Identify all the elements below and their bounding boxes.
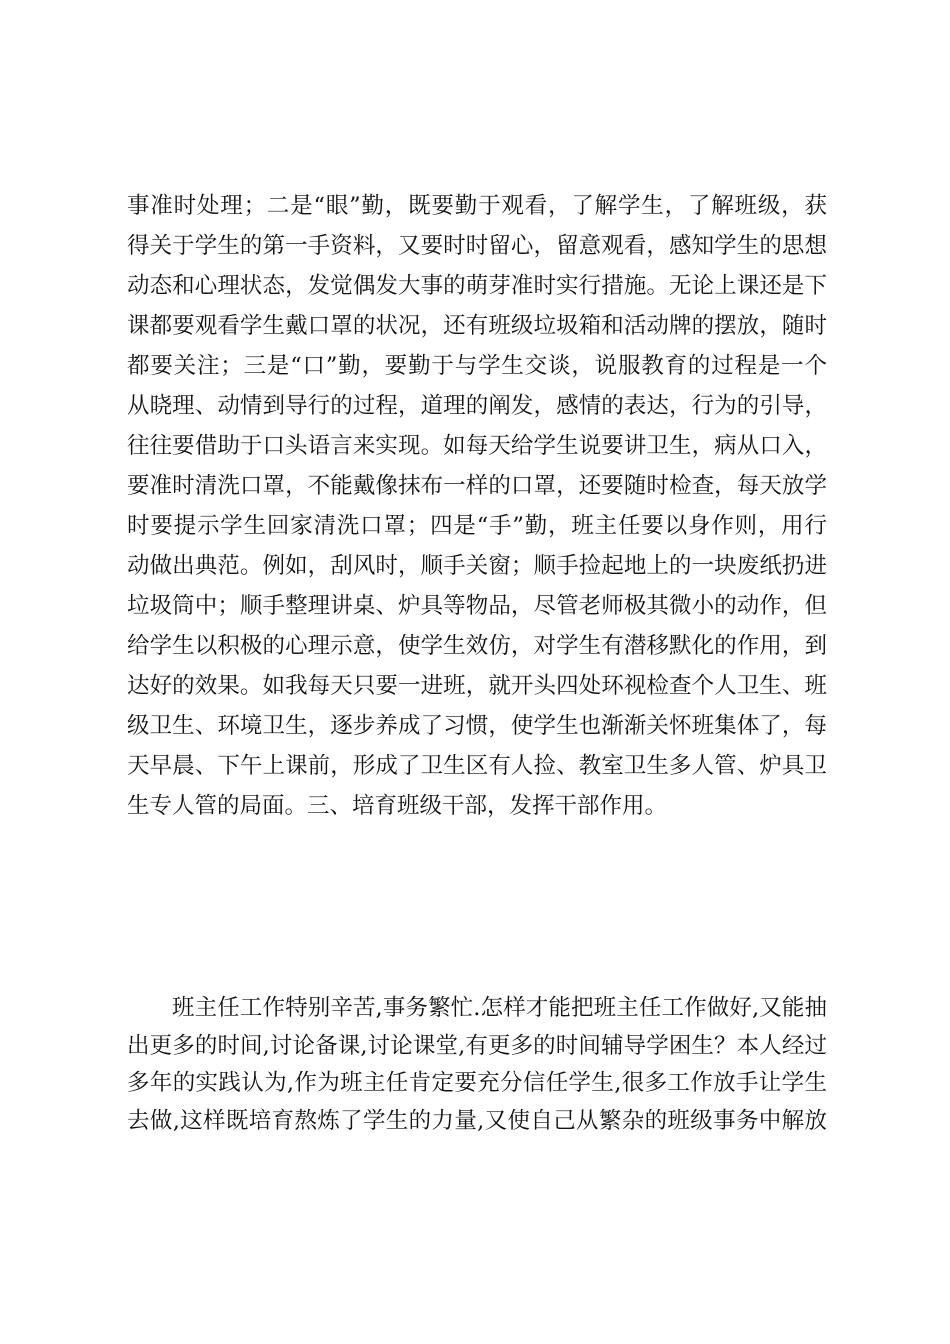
- text-line: 级卫生、环境卫生，逐步养成了习惯，使学生也渐渐关怀班集体了，每: [127, 713, 827, 739]
- text-line: 垃圾筒中；顺手整理讲桌、炉具等物品，尽管老师极其微小的动作，但: [127, 593, 827, 619]
- text-line: 去做,这样既培育熬炼了学生的力量,又使自己从繁杂的班级事务中解放: [127, 1107, 827, 1134]
- text-line: 往往要借助于口头语言来实现。如每天给学生说要讲卫生，病从口入，: [127, 433, 827, 459]
- text-line: 动做出典范。例如，刮风时，顺手关窗；顺手捡起地上的一块废纸扔进: [127, 553, 827, 579]
- text-line: 达好的效果。如我每天只要一进班，就开头四处环视检查个人卫生、班: [127, 673, 827, 699]
- body-paragraph: [127, 990, 827, 1140]
- text-line: 时要提示学生回家清洗口罩；四是“手”勤，班主任要以身作则，用行: [127, 513, 827, 539]
- text-line: 从晓理、动情到导行的过程，道理的阐发，感情的表达，行为的引导，: [127, 393, 827, 419]
- text-line: 课都要观看学生戴口罩的状况，还有班级垃圾箱和活动牌的摆放，随时: [127, 313, 827, 339]
- text-line: 事准时处理；二是“眼”勤，既要勤于观看，了解学生，了解班级，获: [127, 193, 827, 219]
- text-line: 班主任工作特别辛苦,事务繁忙.怎样才能把班主任工作做好,又能抽: [172, 995, 827, 1021]
- text-line: 都要关注；三是“口”勤，要勤于与学生交谈，说服教育的过程是一个: [127, 353, 827, 379]
- text-line: 得关于学生的第一手资料，又要时时留心，留意观看，感知学生的思想: [127, 233, 827, 259]
- text-line: 天早晨、下午上课前，形成了卫生区有人捡、教室卫生多人管、炉具卫: [127, 753, 827, 779]
- text-line: 出更多的时间,讨论备课,讨论课堂,有更多的时间辅导学困生？本人经过: [127, 1032, 827, 1059]
- text-line: 要准时清洗口罩，不能戴像抹布一样的口罩，还要随时检查，每天放学: [127, 473, 827, 499]
- body-paragraph: [127, 186, 827, 826]
- text-line: 生专人管的局面。三、培育班级干部，发挥干部作用。: [127, 793, 668, 819]
- text-line: 动态和心理状态，发觉偶发大事的萌芽准时实行措施。无论上课还是下: [127, 273, 827, 299]
- text-line: 给学生以积极的心理示意，使学生效仿，对学生有潜移默化的作用，到: [127, 633, 827, 659]
- text-line: 多年的实践认为,作为班主任肯定要充分信任学生,很多工作放手让学生: [127, 1070, 827, 1096]
